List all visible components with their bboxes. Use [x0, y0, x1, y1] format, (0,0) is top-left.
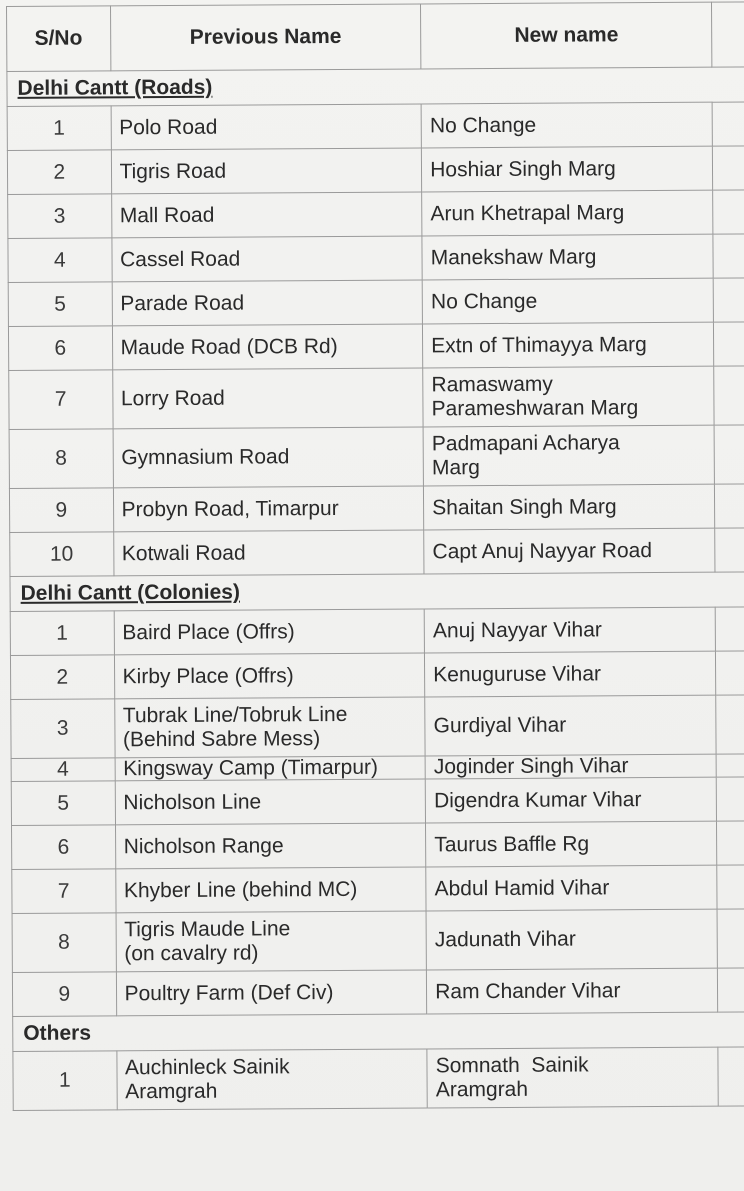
- table-row: [10, 607, 744, 656]
- new-name: No Change: [422, 278, 713, 324]
- previous-name-line2: (Behind Sabre Mess): [122, 727, 321, 752]
- table-row: [10, 528, 744, 577]
- new-name: No Change: [421, 102, 712, 148]
- row-number: 1: [7, 106, 111, 151]
- previous-name: Kingsway Camp (Timarpur): [115, 756, 426, 781]
- previous-name: Probyn Road, Timarpur: [113, 486, 424, 532]
- section-title: Delhi Cantt (Roads): [17, 75, 213, 100]
- header-row: [7, 2, 744, 72]
- row-number: 1: [13, 1051, 117, 1111]
- row-number: 8: [12, 913, 116, 973]
- table-row: [9, 425, 744, 489]
- previous-name: Gymnasium Road: [113, 427, 424, 488]
- row-number: 10: [10, 532, 114, 577]
- previous-name-line1: Tubrak Line/Tobruk Line: [122, 702, 348, 728]
- row-number: 7: [9, 370, 113, 430]
- section-title: Delhi Cantt (Colonies): [20, 580, 240, 605]
- previous-name: Cassel Road: [111, 236, 422, 282]
- new-name: Anuj Nayyar Vihar: [424, 607, 715, 653]
- section-roads: [7, 67, 744, 107]
- previous-name: Poultry Farm (Def Civ): [116, 970, 427, 1016]
- new-name: Abdul Hamid Vihar: [426, 865, 717, 911]
- table-row: [12, 968, 744, 1017]
- new-name-line2: Marg: [431, 456, 480, 480]
- header-extra: [712, 2, 744, 67]
- new-name: Taurus Baffle Rg: [426, 821, 717, 867]
- previous-name: Maude Road (DCB Rd): [112, 324, 423, 370]
- previous-name: [116, 911, 427, 972]
- previous-name: Kotwali Road: [113, 530, 424, 576]
- new-name-line1: Ramaswamy: [431, 372, 553, 397]
- table-row: [11, 777, 744, 826]
- row-number: 3: [8, 194, 112, 239]
- row-number: 5: [11, 781, 115, 826]
- previous-name-line2: Aramgrah: [125, 1079, 218, 1104]
- new-name: Extn of Thimayya Marg: [423, 322, 714, 368]
- row-number: 5: [8, 282, 112, 327]
- previous-name: Kirby Place (Offrs): [114, 653, 425, 699]
- new-name-line1: Padmapani Acharya: [431, 431, 620, 456]
- new-name: Jadunath Vihar: [426, 909, 717, 970]
- new-name: Arun Khetrapal Marg: [422, 190, 713, 236]
- previous-name: Tigris Road: [111, 148, 422, 194]
- previous-name: Parade Road: [112, 280, 423, 326]
- previous-name: Khyber Line (behind MC): [115, 867, 426, 913]
- previous-name: Nicholson Line: [115, 779, 426, 825]
- table-row: [7, 146, 744, 195]
- table-row: [11, 695, 744, 759]
- new-name: Digendra Kumar Vihar: [425, 777, 716, 823]
- table-row: [12, 909, 744, 973]
- table-row: [13, 1047, 744, 1111]
- new-name: Hoshiar Singh Marg: [422, 146, 713, 192]
- header-new-name: New name: [421, 2, 712, 69]
- previous-name: [116, 1049, 427, 1110]
- new-name: [423, 425, 714, 486]
- previous-name-line1: Auchinleck Sainik: [124, 1055, 290, 1080]
- section-others: [13, 1012, 744, 1052]
- table-row: [8, 234, 744, 283]
- section-title: Others: [23, 1021, 92, 1045]
- new-name: Joginder Singh Vihar: [425, 754, 716, 779]
- previous-name-line2: (on cavalry rd): [124, 941, 259, 966]
- row-number: 4: [8, 238, 112, 283]
- new-name: [427, 1047, 718, 1108]
- previous-name: Polo Road: [111, 104, 422, 150]
- new-name: Capt Anuj Nayyar Road: [424, 528, 715, 574]
- table-row: [12, 865, 744, 914]
- new-name: Shaitan Singh Marg: [424, 484, 715, 530]
- new-name-line2: Aramgrah: [435, 1077, 529, 1102]
- new-name-line1: Somnath Sainik: [435, 1053, 589, 1078]
- row-number: 1: [10, 611, 114, 656]
- row-number: 4: [11, 758, 115, 782]
- previous-name: Nicholson Range: [115, 823, 426, 869]
- previous-name-line1: Tigris Maude Line: [124, 917, 291, 942]
- table-row: [9, 484, 744, 533]
- new-name: Kenuguruse Vihar: [425, 651, 716, 697]
- table-row: [8, 322, 744, 371]
- row-number: 9: [12, 972, 116, 1017]
- previous-name: Baird Place (Offrs): [114, 609, 425, 655]
- new-name: Manekshaw Marg: [422, 234, 713, 280]
- header-sno: S/No: [7, 6, 111, 72]
- row-number: 8: [9, 429, 113, 489]
- previous-name: Mall Road: [111, 192, 422, 238]
- row-number: 6: [12, 825, 116, 870]
- new-name-line2: Parameshwaran Marg: [431, 396, 639, 421]
- section-colonies: [10, 572, 744, 612]
- row-number: 2: [10, 655, 114, 700]
- table-row: [10, 651, 744, 700]
- table-row: [9, 366, 744, 430]
- previous-name: [114, 697, 425, 758]
- renaming-table: [6, 1, 744, 1111]
- table-row: [7, 102, 744, 151]
- row-number: 2: [7, 150, 111, 195]
- row-number: 7: [12, 869, 116, 914]
- row-number: 3: [11, 699, 115, 759]
- row-number: 6: [8, 326, 112, 371]
- new-name: Gurdiyal Vihar: [425, 695, 716, 756]
- new-name: Ram Chander Vihar: [427, 968, 718, 1014]
- row-number: 9: [9, 488, 113, 533]
- table-row: [8, 278, 744, 327]
- table-row: [12, 821, 744, 870]
- header-previous-name: Previous Name: [110, 4, 421, 71]
- previous-name: Lorry Road: [112, 368, 423, 429]
- new-name: [423, 366, 714, 427]
- table-row: [8, 190, 744, 239]
